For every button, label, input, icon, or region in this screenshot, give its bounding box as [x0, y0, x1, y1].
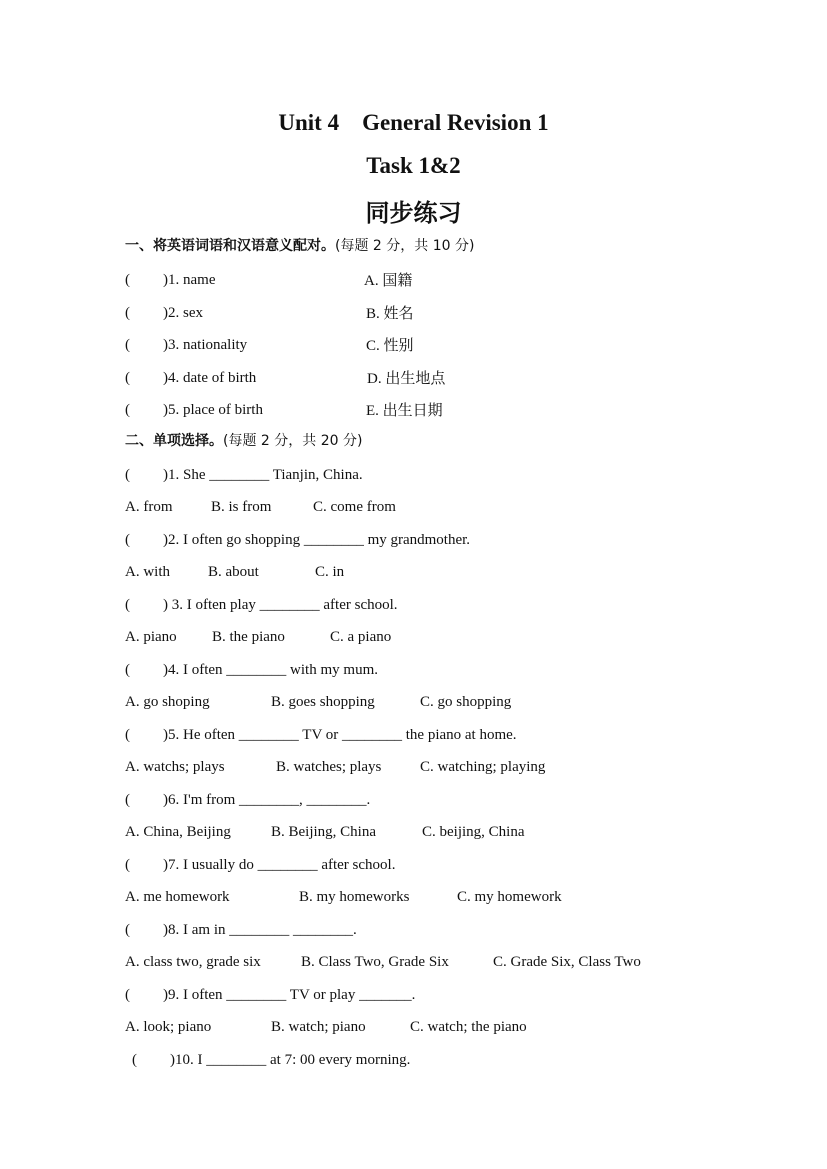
question	[125, 661, 378, 679]
option-a: A. class two, grade six	[125, 954, 261, 970]
match-meaning	[367, 369, 445, 388]
question-text: )2. I often go shopping ________ my grandmother.	[163, 532, 471, 548]
option-c: C. a piano	[330, 629, 392, 645]
section-2-title: 二、单项选择。	[125, 433, 223, 449]
option-a: A. watchs; plays	[125, 759, 225, 775]
page-subtitle: Task 1&2	[366, 153, 461, 178]
option-a: A. me homework	[125, 889, 230, 905]
option-c: C. in	[315, 564, 345, 580]
option-c: C. go shopping	[420, 694, 512, 710]
question	[125, 726, 517, 744]
meaning-text: 国籍	[382, 271, 413, 289]
question-text: )1. She ________ Tianjin, China.	[163, 467, 363, 483]
question	[125, 986, 415, 1004]
question-text: )7. I usually do ________ after school.	[163, 857, 396, 873]
option-c: C. watching; playing	[420, 759, 546, 775]
match-word: 2. sex	[168, 305, 203, 321]
meaning-letter: C.	[366, 338, 380, 354]
match-item	[125, 271, 215, 289]
section-1-note: (每题 2 分，共 10 分)	[335, 238, 475, 254]
answer-bracket[interactable]: (	[125, 532, 130, 548]
option-c: C. beijing, China	[422, 824, 525, 840]
answer-bracket[interactable]: (	[125, 370, 130, 386]
question-text: )4. I often ________ with my mum.	[163, 662, 378, 678]
meaning-letter: D.	[367, 371, 382, 387]
question-text: )8. I am in ________ ________.	[163, 922, 357, 938]
meaning-text: 姓名	[383, 304, 414, 322]
option-a: A. go shoping	[125, 694, 210, 710]
option-a: A. China, Beijing	[125, 824, 231, 840]
option-c: C. my homework	[457, 889, 562, 905]
option-b: B. Class Two, Grade Six	[301, 954, 449, 970]
match-word: 1. name	[168, 272, 216, 288]
practice-heading: 同步练习	[365, 199, 462, 227]
page-title: Unit 4 General Revision 1	[278, 110, 549, 135]
option-b: B. is from	[211, 499, 272, 515]
option-b: B. about	[208, 564, 259, 580]
question-text: )6. I'm from ________, ________.	[163, 792, 371, 808]
section-1-title: 一、将英语词语和汉语意义配对。	[125, 238, 335, 254]
meaning-text: 出生地点	[385, 369, 446, 387]
question-text: ) 3. I often play ________ after school.	[163, 597, 398, 613]
question	[125, 466, 363, 484]
option-a: A. piano	[125, 629, 177, 645]
match-meaning	[366, 401, 443, 420]
match-meaning	[366, 304, 414, 323]
bracket-close: )	[163, 370, 168, 386]
answer-bracket[interactable]: (	[125, 662, 130, 678]
meaning-text: 性别	[383, 336, 414, 354]
option-b: B. Beijing, China	[271, 824, 376, 840]
option-b: B. goes shopping	[271, 694, 375, 710]
section-2-heading	[125, 432, 362, 450]
option-a: A. look; piano	[125, 1019, 212, 1035]
answer-bracket[interactable]: (	[125, 272, 130, 288]
question	[125, 856, 395, 874]
option-c: C. come from	[313, 499, 396, 515]
answer-bracket[interactable]: (	[125, 987, 130, 1003]
answer-bracket[interactable]: (	[132, 1052, 137, 1068]
answer-bracket[interactable]: (	[125, 337, 130, 353]
meaning-letter: E.	[366, 403, 379, 419]
match-item	[125, 401, 263, 419]
option-a: A. with	[125, 564, 170, 580]
option-b: B. the piano	[212, 629, 285, 645]
meaning-letter: B.	[366, 306, 380, 322]
section-1-heading	[125, 237, 474, 255]
answer-bracket[interactable]: (	[125, 467, 130, 483]
option-b: B. watch; piano	[271, 1019, 366, 1035]
meaning-letter: A.	[364, 273, 379, 289]
option-c: C. watch; the piano	[410, 1019, 527, 1035]
question-text: )9. I often ________ TV or play _______.	[163, 987, 416, 1003]
question	[125, 921, 357, 939]
question	[125, 596, 398, 614]
option-a: A. from	[125, 499, 173, 515]
question	[132, 1051, 410, 1069]
answer-bracket[interactable]: (	[125, 922, 130, 938]
answer-bracket[interactable]: (	[125, 305, 130, 321]
question	[125, 791, 370, 809]
bracket-close: )	[163, 402, 168, 418]
match-item	[125, 304, 203, 322]
section-2-note: (每题 2 分，共 20 分)	[223, 433, 363, 449]
match-word: 3. nationality	[168, 337, 248, 353]
question	[125, 531, 470, 549]
answer-bracket[interactable]: (	[125, 727, 130, 743]
bracket-close: )	[163, 272, 168, 288]
bracket-close: )	[163, 305, 168, 321]
option-b: B. watches; plays	[276, 759, 382, 775]
meaning-text: 出生日期	[382, 401, 443, 419]
question-text: )5. He often ________ TV or ________ the piano at home.	[163, 727, 517, 743]
answer-bracket[interactable]: (	[125, 402, 130, 418]
match-item	[125, 336, 247, 354]
match-item	[125, 369, 256, 387]
option-b: B. my homeworks	[299, 889, 410, 905]
match-meaning	[364, 271, 412, 290]
match-word: 4. date of birth	[168, 370, 257, 386]
answer-bracket[interactable]: (	[125, 597, 130, 613]
option-c: C. Grade Six, Class Two	[493, 954, 641, 970]
match-word: 5. place of birth	[168, 402, 263, 418]
answer-bracket[interactable]: (	[125, 792, 130, 808]
bracket-close: )	[163, 337, 168, 353]
match-meaning	[366, 336, 414, 355]
question-text: )10. I ________ at 7: 00 every morning.	[170, 1052, 411, 1068]
answer-bracket[interactable]: (	[125, 857, 130, 873]
